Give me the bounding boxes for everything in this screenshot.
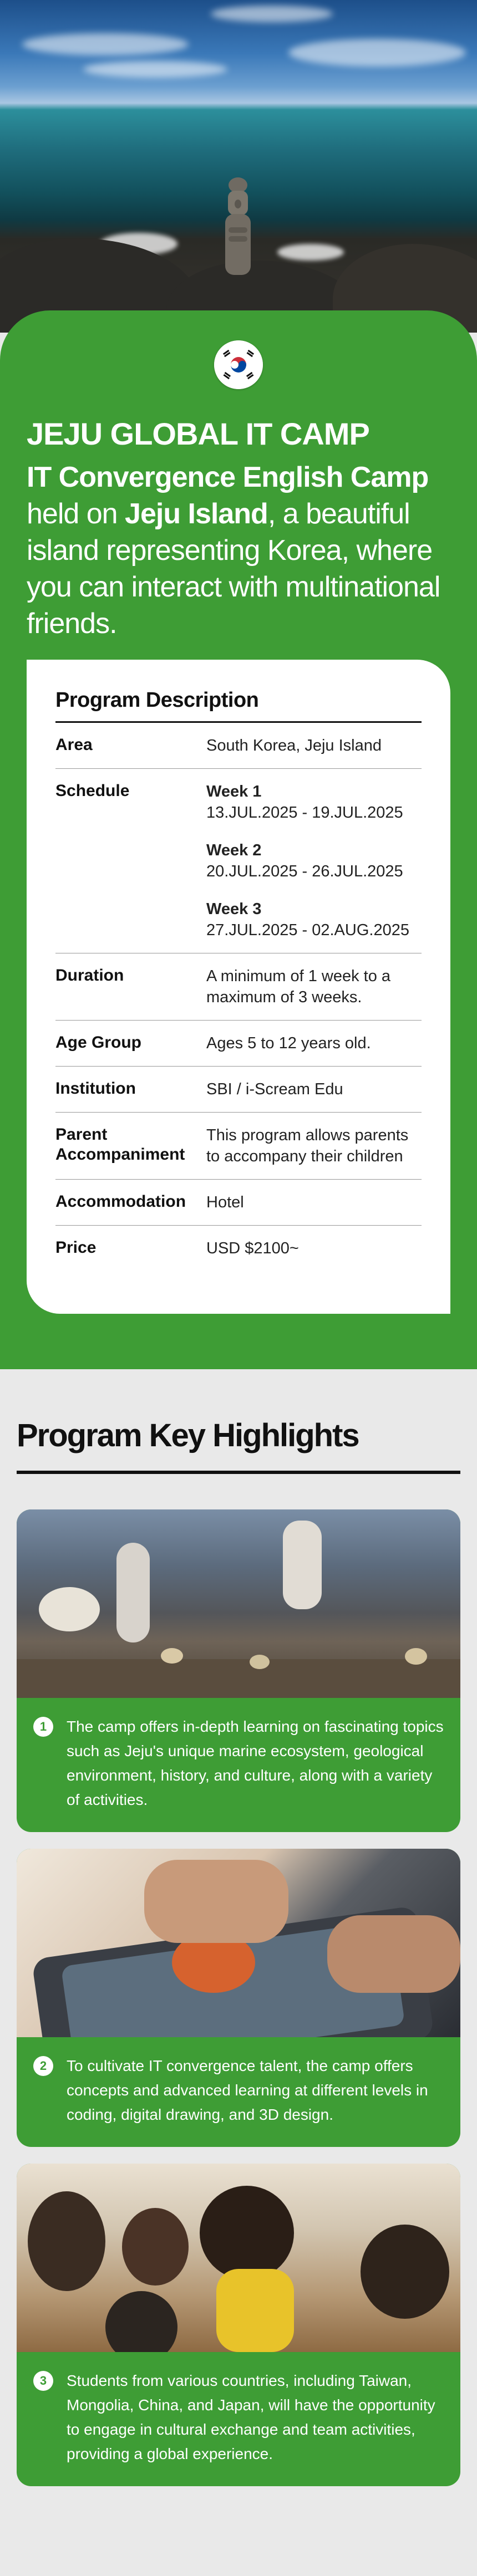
row-key: Institution <box>55 1079 136 1098</box>
schedule-week <box>206 781 422 823</box>
highlights-heading: Program Key Highlights <box>17 1369 460 1474</box>
row-value: A minimum of 1 week to a maximum of 3 weeks. <box>206 967 391 1006</box>
week-name: Week 1 <box>206 783 262 800</box>
week-name: Week 3 <box>206 900 262 918</box>
program-row-price <box>55 1226 422 1271</box>
row-key: Parent Accompaniment <box>55 1125 185 1164</box>
highlight-text: The camp offers in-depth learning on fascinating topics such as Jeju's unique marine ecosystem, geological environment, history, and culture, along with a variety of activities. <box>67 1718 444 1808</box>
highlight-image-students-group <box>17 2164 460 2352</box>
row-key: Area <box>55 736 93 754</box>
highlight-text: To cultivate IT convergence talent, the camp offers concepts and advanced learning at different levels in coding, digital drawing, and 3D design. <box>67 2057 428 2123</box>
camp-info-section <box>0 310 477 1369</box>
program-row-parent-accompaniment <box>55 1113 422 1180</box>
highlight-image-digital-drawing <box>17 1849 460 2037</box>
hero-image <box>0 0 477 333</box>
south-korea-flag-icon <box>214 340 263 389</box>
program-row-age-group <box>55 1021 422 1067</box>
row-key: Price <box>55 1238 97 1257</box>
row-key: Age Group <box>55 1033 141 1052</box>
highlight-image-coast-activity <box>17 1509 460 1698</box>
camp-intro: IT Convergence English Camp held on Jeju Island, a beautiful island representing Korea, where you can interact with multinational friends. <box>27 461 440 640</box>
highlight-card <box>17 1509 460 1832</box>
program-row-institution <box>55 1067 422 1113</box>
row-key: Schedule <box>55 782 130 800</box>
schedule-weeks <box>206 781 422 941</box>
dol-hareubang-statue <box>221 177 255 277</box>
camp-title: JEJU GLOBAL IT CAMP <box>27 416 369 451</box>
week-dates: 27.JUL.2025 - 02.AUG.2025 <box>206 921 409 939</box>
highlight-text: Students from various countries, including Taiwan, Mongolia, China, and Japan, will have the opportunity to engage in cultural exchange and team activities, providing a global experience. <box>67 2372 435 2462</box>
program-row-duration <box>55 953 422 1021</box>
row-value: South Korea, Jeju Island <box>206 737 382 754</box>
row-value: USD $2100~ <box>206 1239 299 1257</box>
week-dates: 13.JUL.2025 - 19.JUL.2025 <box>206 804 403 822</box>
week-dates: 20.JUL.2025 - 26.JUL.2025 <box>206 863 403 880</box>
highlights-section <box>0 1369 477 2553</box>
schedule-week <box>206 840 422 882</box>
highlight-card <box>17 1849 460 2147</box>
program-description-card <box>27 660 450 1314</box>
highlight-body <box>17 1698 460 1832</box>
highlight-number-badge: 2 <box>33 2056 53 2076</box>
program-row-area <box>55 723 422 769</box>
highlight-card <box>17 2164 460 2486</box>
row-key: Duration <box>55 966 124 985</box>
highlight-body <box>17 2352 460 2486</box>
highlight-body <box>17 2037 460 2147</box>
highlight-number-badge: 3 <box>33 2371 53 2391</box>
intro-island-name: Jeju Island <box>125 498 268 530</box>
program-row-accommodation <box>55 1180 422 1226</box>
row-key: Accommodation <box>55 1192 186 1211</box>
week-name: Week 2 <box>206 841 262 859</box>
intro-camp-name: IT Convergence English Camp <box>27 461 429 493</box>
row-value: Hotel <box>206 1193 244 1211</box>
schedule-week <box>206 899 422 941</box>
row-value: Ages 5 to 12 years old. <box>206 1034 371 1052</box>
row-value: This program allows parents to accompany their children <box>206 1126 409 1165</box>
program-row-schedule <box>55 769 422 953</box>
highlight-number-badge: 1 <box>33 1717 53 1737</box>
program-description-heading: Program Description <box>55 688 422 723</box>
row-value: SBI / i-Scream Edu <box>206 1080 343 1098</box>
